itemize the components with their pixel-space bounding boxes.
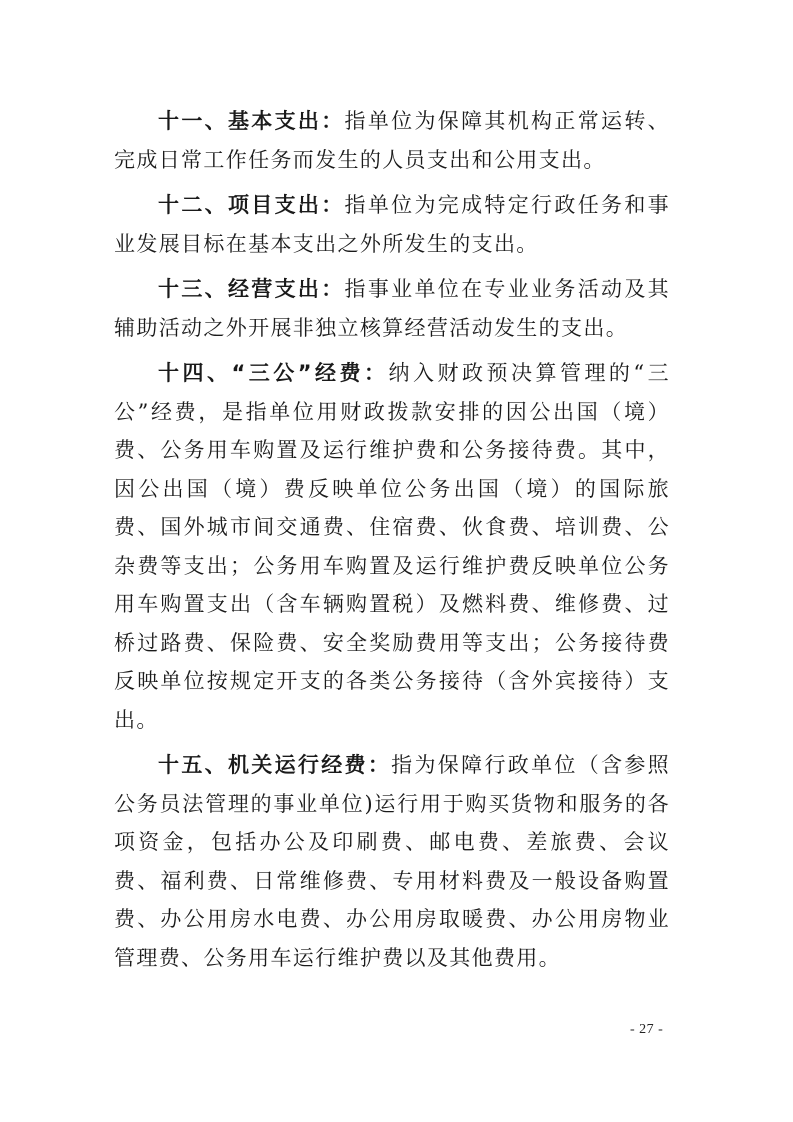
section-body: 指单位为完成特定行政任务和事业发展目标在基本支出之外所发生的支出。: [114, 193, 670, 256]
section-operating-expenditure: [114, 270, 670, 347]
document-body: [114, 102, 670, 977]
section-agency-operating-expenses: [114, 746, 670, 977]
section-term: 十三、经营支出：: [158, 277, 345, 301]
section-term: 十一、基本支出：: [158, 109, 345, 133]
section-term: 十二、项目支出：: [158, 193, 345, 217]
section-body: 纳入财政预决算管理的“三公”经费，是指单位用财政拨款安排的因公出国（境）费、公务用车购置及运行维护费和公务接待费。其中，因公出国（境）费反映单位公务出国（境）的国际旅费、国外城市间交通费、住宿费、伙食费、培训费、公杂费等支出；公务用车购置及运行维护费反映单位公务用车购置支出（含车辆购置税）及燃料费、维修费、过桥过路费、保险费、安全奖励费用等支出；公务接待费反映单位按规定开支的各类公务接待（含外宾接待）支出。: [114, 361, 670, 732]
section-body: 指事业单位在专业业务活动及其辅助活动之外开展非独立核算经营活动发生的支出。: [114, 277, 670, 340]
page-number: - 27 -: [630, 1022, 664, 1037]
section-project-expenditure: [114, 186, 670, 263]
section-three-public-expenses: [114, 354, 670, 739]
section-term: 十四、“三公”经费：: [158, 361, 389, 385]
section-body: 指为保障行政单位（含参照公务员法管理的事业单位)运行用于购买货物和服务的各项资金，包括办公及印刷费、邮电费、差旅费、会议费、福利费、日常维修费、专用材料费及一般设备购置费、办公用房水电费、办公用房取暖费、办公用房物业管理费、公务用车运行维护费以及其他费用。: [114, 753, 671, 970]
section-term: 十五、机关运行经费：: [158, 753, 392, 777]
section-basic-expenditure: [114, 102, 670, 179]
section-body: 指单位为保障其机构正常运转、完成日常工作任务而发生的人员支出和公用支出。: [114, 109, 670, 172]
